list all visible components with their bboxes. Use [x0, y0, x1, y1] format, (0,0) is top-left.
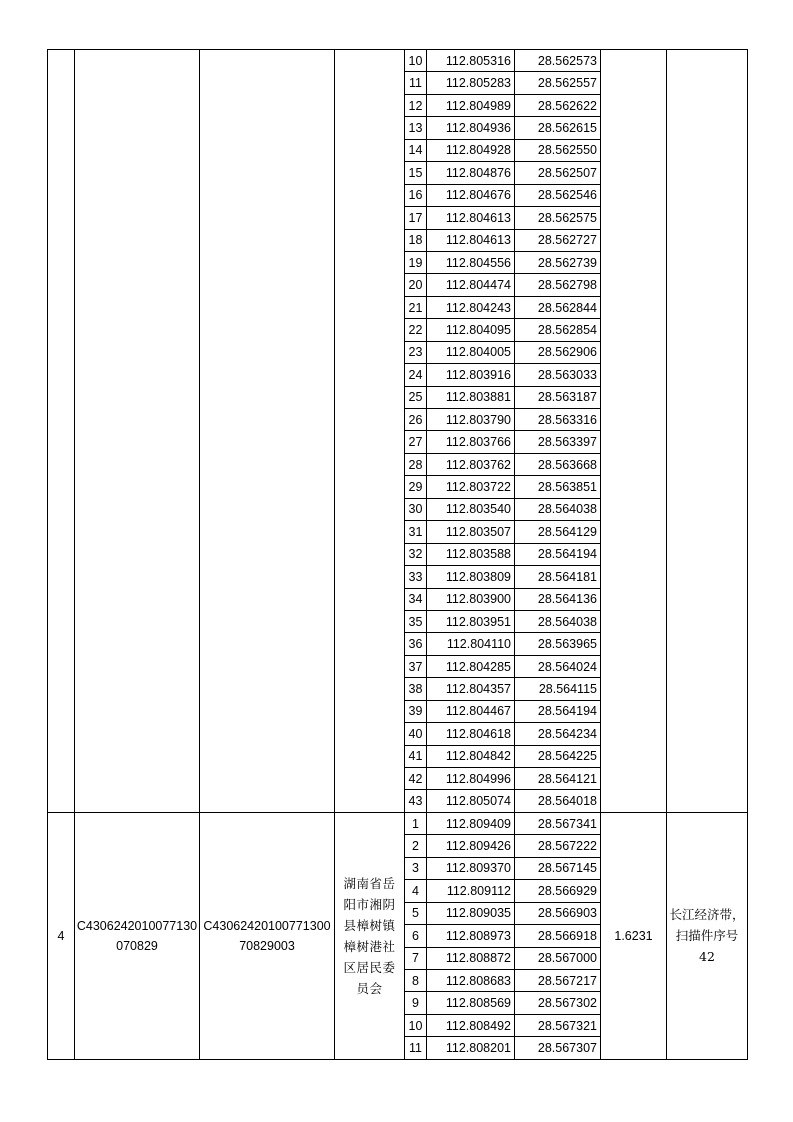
- point-latitude: 28.562557: [515, 72, 601, 94]
- point-seq: 31: [405, 521, 427, 543]
- point-latitude: 28.562739: [515, 251, 601, 273]
- point-longitude: 112.809426: [427, 835, 515, 857]
- note-cell: 长江经济带，扫描件序号 42: [667, 812, 748, 1059]
- point-seq: 20: [405, 274, 427, 296]
- point-longitude: 112.803507: [427, 521, 515, 543]
- point-seq: 10: [405, 1014, 427, 1036]
- point-longitude: 112.803762: [427, 453, 515, 475]
- point-longitude: 112.804989: [427, 94, 515, 116]
- point-longitude: 112.803790: [427, 409, 515, 431]
- point-seq: 14: [405, 139, 427, 161]
- point-seq: 35: [405, 610, 427, 632]
- point-seq: 8: [405, 969, 427, 991]
- point-longitude: 112.804876: [427, 162, 515, 184]
- point-latitude: 28.562727: [515, 229, 601, 251]
- point-seq: 29: [405, 476, 427, 498]
- point-seq: 36: [405, 633, 427, 655]
- point-longitude: 112.803766: [427, 431, 515, 453]
- point-longitude: 112.803588: [427, 543, 515, 565]
- point-latitude: 28.562546: [515, 184, 601, 206]
- point-longitude: 112.808973: [427, 925, 515, 947]
- point-latitude: 28.562798: [515, 274, 601, 296]
- point-longitude: 112.803722: [427, 476, 515, 498]
- point-seq: 23: [405, 341, 427, 363]
- point-longitude: 112.804928: [427, 139, 515, 161]
- code-cell: C4306242010077130070829: [75, 812, 200, 1059]
- point-latitude: 28.563187: [515, 386, 601, 408]
- index-cell: 4: [48, 812, 75, 1059]
- point-latitude: 28.567341: [515, 812, 601, 834]
- point-longitude: 112.804474: [427, 274, 515, 296]
- point-latitude: 28.567145: [515, 857, 601, 879]
- point-seq: 6: [405, 925, 427, 947]
- point-longitude: 112.809035: [427, 902, 515, 924]
- point-seq: 11: [405, 1037, 427, 1059]
- point-seq: 12: [405, 94, 427, 116]
- point-seq: 3: [405, 857, 427, 879]
- point-seq: 19: [405, 251, 427, 273]
- point-latitude: 28.564194: [515, 543, 601, 565]
- point-seq: 1: [405, 812, 427, 834]
- point-latitude: 28.567222: [515, 835, 601, 857]
- point-seq: 16: [405, 184, 427, 206]
- point-longitude: 112.804285: [427, 655, 515, 677]
- note-cell: [667, 50, 748, 813]
- point-longitude: 112.809409: [427, 812, 515, 834]
- area-cell: 1.6231: [601, 812, 667, 1059]
- point-latitude: 28.566918: [515, 925, 601, 947]
- point-longitude: 112.808872: [427, 947, 515, 969]
- point-seq: 39: [405, 700, 427, 722]
- point-latitude: 28.564115: [515, 678, 601, 700]
- point-longitude: 112.809112: [427, 880, 515, 902]
- point-seq: 7: [405, 947, 427, 969]
- point-seq: 13: [405, 117, 427, 139]
- point-latitude: 28.564129: [515, 521, 601, 543]
- point-latitude: 28.564038: [515, 610, 601, 632]
- sub-code-cell: [200, 50, 335, 813]
- point-longitude: 112.804996: [427, 768, 515, 790]
- point-latitude: 28.562622: [515, 94, 601, 116]
- point-seq: 22: [405, 319, 427, 341]
- point-latitude: 28.564121: [515, 768, 601, 790]
- point-latitude: 28.566929: [515, 880, 601, 902]
- point-seq: 40: [405, 723, 427, 745]
- point-seq: 10: [405, 50, 427, 72]
- point-longitude: 112.804095: [427, 319, 515, 341]
- point-latitude: 28.567321: [515, 1014, 601, 1036]
- point-latitude: 28.562573: [515, 50, 601, 72]
- point-latitude: 28.564181: [515, 566, 601, 588]
- point-seq: 9: [405, 992, 427, 1014]
- point-seq: 24: [405, 364, 427, 386]
- point-latitude: 28.562615: [515, 117, 601, 139]
- point-longitude: 112.808201: [427, 1037, 515, 1059]
- point-longitude: 112.804613: [427, 229, 515, 251]
- point-latitude: 28.562575: [515, 207, 601, 229]
- point-latitude: 28.567307: [515, 1037, 601, 1059]
- point-seq: 17: [405, 207, 427, 229]
- table-body: [48, 50, 748, 1060]
- point-latitude: 28.562844: [515, 296, 601, 318]
- point-longitude: 112.809370: [427, 857, 515, 879]
- point-longitude: 112.804842: [427, 745, 515, 767]
- code-cell: [75, 50, 200, 813]
- point-longitude: 112.804613: [427, 207, 515, 229]
- point-longitude: 112.808683: [427, 969, 515, 991]
- point-seq: 18: [405, 229, 427, 251]
- point-latitude: 28.562550: [515, 139, 601, 161]
- point-latitude: 28.564225: [515, 745, 601, 767]
- point-latitude: 28.567217: [515, 969, 601, 991]
- point-latitude: 28.566903: [515, 902, 601, 924]
- point-seq: 26: [405, 409, 427, 431]
- point-longitude: 112.803881: [427, 386, 515, 408]
- point-seq: 27: [405, 431, 427, 453]
- point-longitude: 112.804556: [427, 251, 515, 273]
- point-seq: 28: [405, 453, 427, 475]
- sub-code-cell: C4306242010077130070829003: [200, 812, 335, 1059]
- point-latitude: 28.564038: [515, 498, 601, 520]
- point-longitude: 112.808492: [427, 1014, 515, 1036]
- point-seq: 37: [405, 655, 427, 677]
- index-cell: [48, 50, 75, 813]
- point-latitude: 28.567000: [515, 947, 601, 969]
- address-cell: [335, 50, 405, 813]
- point-latitude: 28.562906: [515, 341, 601, 363]
- point-longitude: 112.804467: [427, 700, 515, 722]
- point-longitude: 112.803540: [427, 498, 515, 520]
- point-longitude: 112.803916: [427, 364, 515, 386]
- point-longitude: 112.804243: [427, 296, 515, 318]
- point-latitude: 28.564024: [515, 655, 601, 677]
- point-longitude: 112.804618: [427, 723, 515, 745]
- point-latitude: 28.562507: [515, 162, 601, 184]
- point-longitude: 112.803951: [427, 610, 515, 632]
- point-longitude: 112.804676: [427, 184, 515, 206]
- point-longitude: 112.804110: [427, 633, 515, 655]
- point-longitude: 112.804357: [427, 678, 515, 700]
- point-seq: 38: [405, 678, 427, 700]
- point-longitude: 112.805316: [427, 50, 515, 72]
- point-longitude: 112.803900: [427, 588, 515, 610]
- point-seq: 4: [405, 880, 427, 902]
- point-latitude: 28.563965: [515, 633, 601, 655]
- point-seq: 15: [405, 162, 427, 184]
- point-latitude: 28.563316: [515, 409, 601, 431]
- point-longitude: 112.803809: [427, 566, 515, 588]
- point-longitude: 112.805283: [427, 72, 515, 94]
- table-row: [48, 50, 748, 72]
- point-seq: 21: [405, 296, 427, 318]
- point-seq: 25: [405, 386, 427, 408]
- point-seq: 30: [405, 498, 427, 520]
- point-seq: 42: [405, 768, 427, 790]
- point-latitude: 28.564018: [515, 790, 601, 812]
- point-seq: 43: [405, 790, 427, 812]
- point-seq: 33: [405, 566, 427, 588]
- point-latitude: 28.567302: [515, 992, 601, 1014]
- point-latitude: 28.564136: [515, 588, 601, 610]
- point-longitude: 112.805074: [427, 790, 515, 812]
- point-latitude: 28.563668: [515, 453, 601, 475]
- area-cell: [601, 50, 667, 813]
- point-longitude: 112.808569: [427, 992, 515, 1014]
- point-seq: 11: [405, 72, 427, 94]
- point-latitude: 28.563851: [515, 476, 601, 498]
- point-seq: 2: [405, 835, 427, 857]
- point-seq: 5: [405, 902, 427, 924]
- point-longitude: 112.804936: [427, 117, 515, 139]
- point-seq: 32: [405, 543, 427, 565]
- coordinate-table: [47, 49, 748, 1060]
- point-seq: 41: [405, 745, 427, 767]
- table-row: [48, 812, 748, 834]
- address-cell: 湖南省岳阳市湘阴县樟树镇樟树港社区居民委员会: [335, 812, 405, 1059]
- point-latitude: 28.563397: [515, 431, 601, 453]
- point-latitude: 28.562854: [515, 319, 601, 341]
- point-latitude: 28.564234: [515, 723, 601, 745]
- point-longitude: 112.804005: [427, 341, 515, 363]
- point-latitude: 28.564194: [515, 700, 601, 722]
- point-seq: 34: [405, 588, 427, 610]
- point-latitude: 28.563033: [515, 364, 601, 386]
